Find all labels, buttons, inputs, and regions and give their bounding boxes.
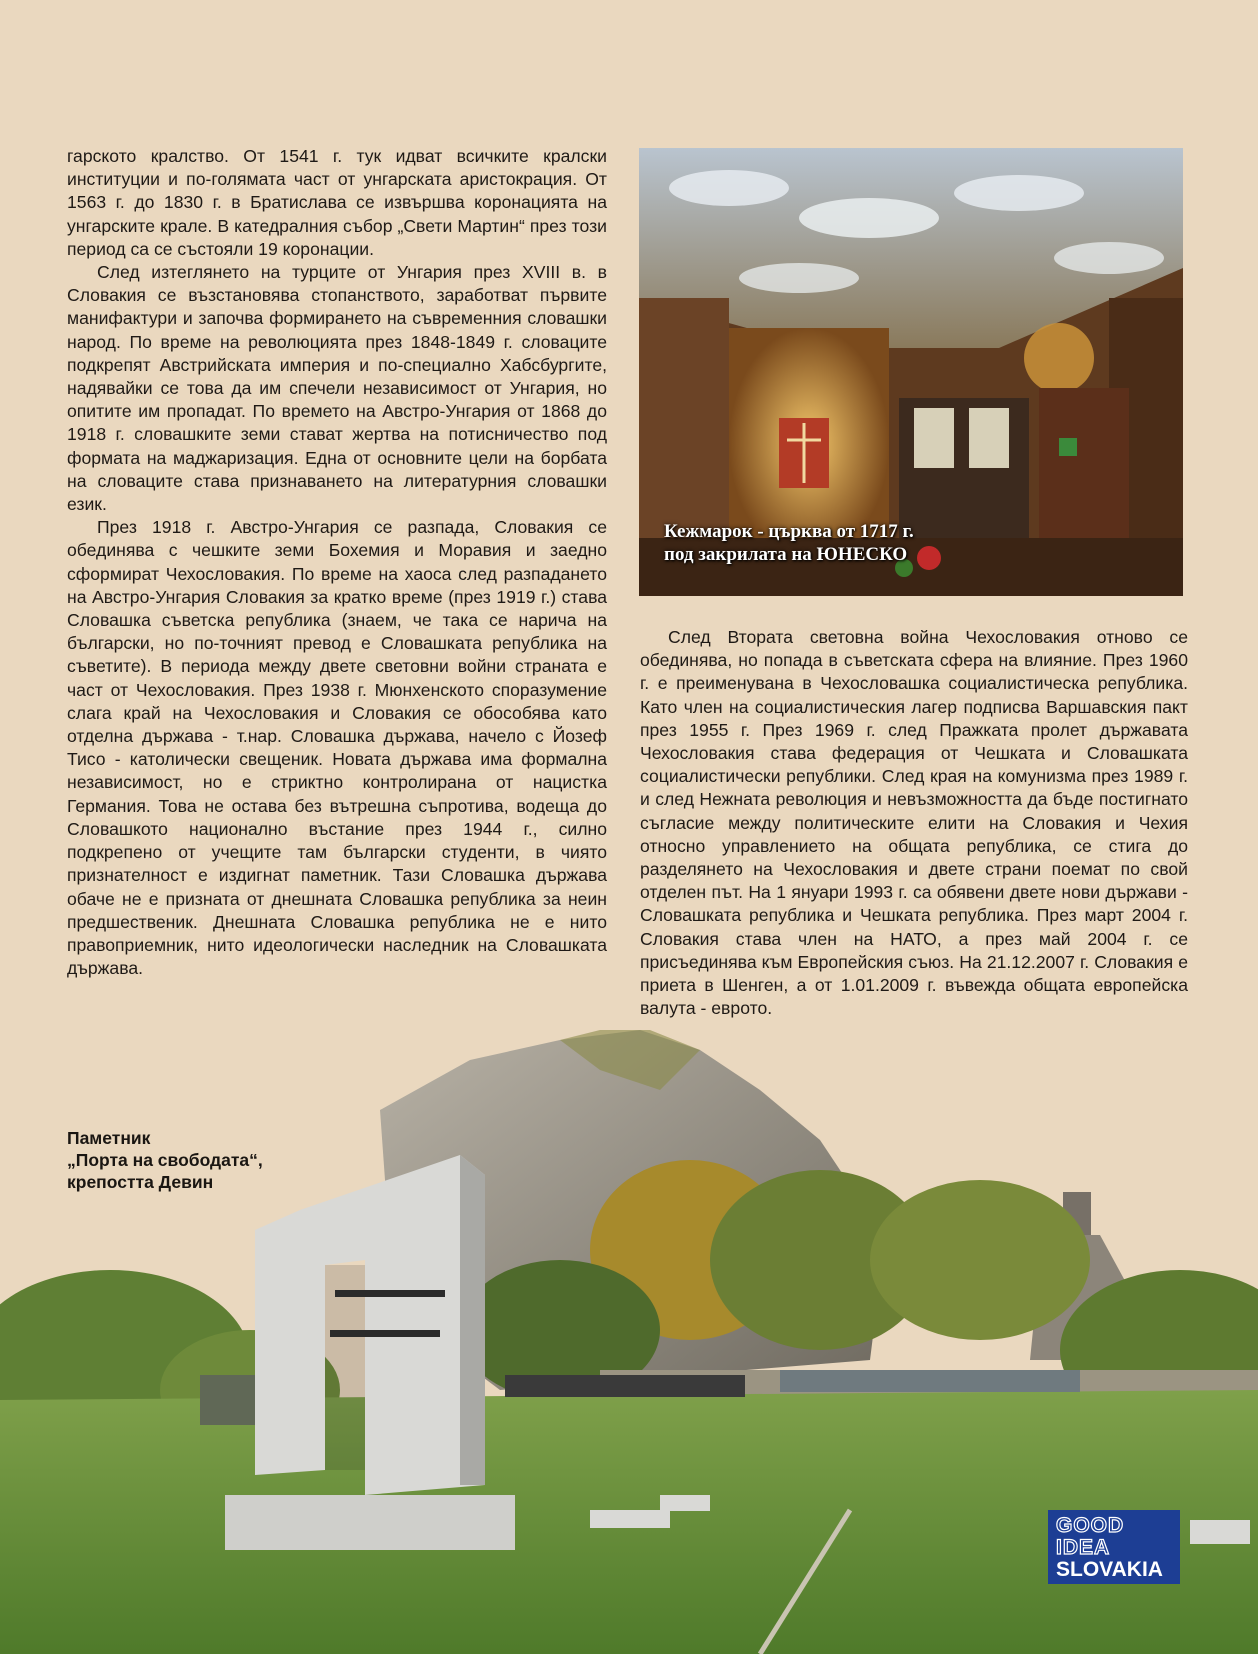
right-text-column [640, 626, 1188, 1020]
church-photo-caption: Кежмарок - църква от 1717 г. под закрилата на ЮНЕСКО [664, 521, 914, 565]
devin-photo-caption: Паметник „Порта на свободата“, крепостта Девин [67, 1128, 263, 1192]
paragraph: гарското кралство. От 1541 г. тук идват всичките кралски институции и по-голямата част от унгарската аристокрация. От 1563 г. до 1830 г. в Братислава се извършва коронацията на унгарските крале. В катедралния събор „Свети Мартин“ през този период са се състояли 19 коронации. [67, 146, 607, 259]
paragraph: След Втората световна война Чехословакия отново се обединява, но попада в съветската сфера на влияние. През 1960 г. е преименувана в Чехословашка социалистическа република. Като член на социалистическия лагер подписва Варшавския пакт през 1955 г. През 1969 г. след Пражката пролет държавата Чехословакия става федерация от Чешката и Словашката социалистически републики. След края на комунизма през 1989 г. и след Нежната революция и невъзможността да бъде постигнато съгласие между политическите елити на Словакия и Чехия относно управлението на общата републикa, се стига до разделянето на Чехословакия и двете страни поемат по свой отделен път. На 1 януари 1993 г. са обявени двете нови държави - Словашката република и Чешката република. През март 2004 г. Словакия става член на НАТО, а през май 2004 г. се присъединява към Европейския съюз. На 21.12.2007 г. Словакия е приета в Шенген, а от 1.01.2009 г. въвежда общата европейска валута - еврото. [640, 627, 1188, 1019]
left-text-column [67, 145, 607, 980]
paragraph: След изтеглянето на турците от Унгария през XVIII в. в Словакия се възстановява стопанството, заработват първите манифактури и започва формирането на съвременния словашки народ. По време на революцията през 1848-1849 г. словаците подкрепят Австрийската империя и по-специално Хабсбургите, надявайки се това да им спечели независимост от Унгария, но опитите им пропадат. По времето на Австро-Унгария от 1868 до 1918 г. словашките земи стават жертва на потисничество под формата на маджаризация. Една от основните цели на борбата на словаците става признаването на литературния словашки език. [67, 262, 607, 515]
good-idea-slovakia-logo: GOOD IDEA SLOVAKIA [1048, 1510, 1180, 1584]
kezmarok-church-photo [639, 148, 1183, 596]
paragraph: През 1918 г. Австро-Унгария се разпада, Словакия се обединява с чешките земи Бохемия и Моравия и заедно сформират Чехословакия. По време на хаоса след разпадането на Австро-Унгария Словакия за кратко време (през 1919 г.) става Словашка съветска република (знаем, че така се нарича на български, но по-точният превод е Словашката република на съветите). В периода между двете световни войни страната е част от Чехословакия. През 1938 г. Мюнхенското споразумение слага край на Чехословакия и Словакия се обособява като отделна държава - т.нар. Словашка държава, начело с Йозеф Тисо - католически свещеник. Новата държава има формална независимост, но е стриктно контролирана от нацистка Германия. Това не остава без вътрешна съпротива, водеща до Словашкото национално въстание през 1944 г., силно подкрепено от учещите там български студенти, в чиято признателност е издигнат паметник. Тази Словашка държава обаче не е призната от днешната Словашка република за неин предшественик. Днешната Словашка република не е нито правоприемник, нито идеологически наследник на Словашката държава. [67, 517, 607, 979]
